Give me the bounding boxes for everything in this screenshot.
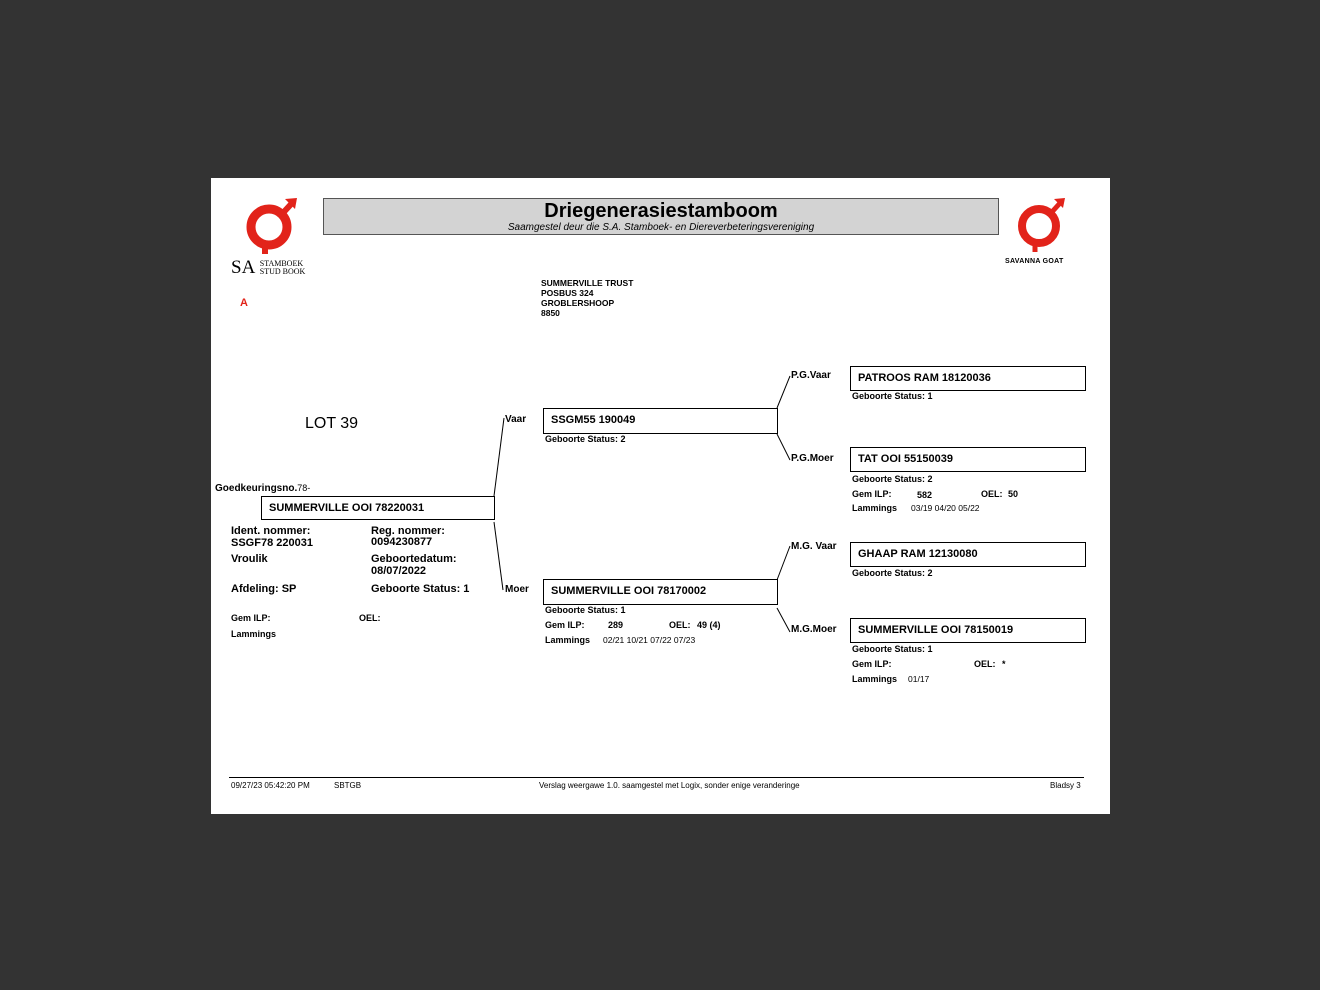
pgm-ilp-label: Gem ILP: <box>852 489 892 499</box>
lot-number: LOT 39 <box>305 415 359 432</box>
page-subtitle: Saamgestel deur die S.A. Stamboek- en Diereverbeteringsvereniging <box>507 222 815 233</box>
mgm-oel-label: OEL: <box>974 659 996 669</box>
owner-address-line1: POSBUS 324 <box>541 288 594 298</box>
sire-name-box: SSGM55 190049 <box>543 408 778 434</box>
footer-code: SBTGB <box>334 781 362 790</box>
reg-label: Reg. nommer: <box>371 525 445 537</box>
animal-lammings-label: Lammings <box>231 629 277 639</box>
dam-ilp-value: 289 <box>608 620 624 630</box>
footer-note: Verslag weergawe 1.0. saamgestel met Logix, sonder enige veranderinge <box>539 781 800 790</box>
animal-birth-status: Geboorte Status: 1 <box>371 583 470 595</box>
sire-birth-status: Geboorte Status: 2 <box>545 434 626 444</box>
logo-studbook-text: STUD BOOK <box>259 267 306 276</box>
dam-oel-label: OEL: <box>669 620 691 630</box>
mgm-name-box: SUMMERVILLE OOI 78150019 <box>850 618 1086 643</box>
goedkeuring-value: 78- <box>297 483 311 493</box>
footer-divider <box>229 777 1084 778</box>
mgm-role-label: M.G.Moer <box>791 624 837 635</box>
grade-label: A <box>240 297 248 309</box>
dob-value: 08/07/2022 <box>371 565 427 577</box>
mgm-ilp-label: Gem ILP: <box>852 659 892 669</box>
mgm-birth-status: Geboorte Status: 1 <box>852 644 933 654</box>
animal-ilp-label: Gem ILP: <box>231 613 271 623</box>
mgm-oel-value: * <box>1002 659 1006 669</box>
pgm-lammings-value: 03/19 04/20 05/22 <box>911 503 980 513</box>
dam-role-label: Moer <box>505 584 529 595</box>
pgm-role-label: P.G.Moer <box>791 453 834 464</box>
dam-oel-value: 49 (4) <box>697 620 721 630</box>
dam-birth-status: Geboorte Status: 1 <box>545 605 626 615</box>
page-title: Driegenerasiestamboom <box>544 200 778 222</box>
logo-savanna-text: SAVANNA GOAT <box>1005 258 1064 265</box>
sire-role-label: Vaar <box>505 414 527 425</box>
ident-value: SSGF78 220031 <box>231 537 313 549</box>
footer-page-number: Bladsy 3 <box>1050 781 1081 790</box>
animal-name-box: SUMMERVILLE OOI 78220031 <box>261 496 495 520</box>
owner-address-line2: GROBLERSHOOP <box>541 298 615 308</box>
ident-label: Ident. nommer: <box>231 525 311 537</box>
reg-value: 0094230877 <box>371 536 433 548</box>
dam-lammings-label: Lammings <box>545 635 591 645</box>
mgv-birth-status: Geboorte Status: 2 <box>852 568 933 578</box>
pgm-lammings-label: Lammings <box>852 503 898 513</box>
pgv-name-box: PATROOS RAM 18120036 <box>850 366 1086 391</box>
mgm-lammings-label: Lammings <box>852 674 898 684</box>
dam-lammings-value: 02/21 10/21 07/22 07/23 <box>603 635 696 645</box>
mgm-lammings-value: 01/17 <box>908 674 930 684</box>
pedigree-document <box>211 178 1110 814</box>
mgv-role-label: M.G. Vaar <box>791 541 837 552</box>
goedkeuring-number <box>215 482 310 495</box>
owner-name: SUMMERVILLE TRUST <box>541 278 634 288</box>
goedkeuring-label: Goedkeuringsno. <box>215 483 298 494</box>
pgm-oel-label: OEL: <box>981 489 1003 499</box>
footer-timestamp: 09/27/23 05:42:20 PM <box>231 781 310 790</box>
afdeling-value: Afdeling: SP <box>231 583 297 595</box>
animal-oel-label: OEL: <box>359 613 381 623</box>
owner-postal-code: 8850 <box>541 308 560 318</box>
pgm-name-box: TAT OOI 55150039 <box>850 447 1086 472</box>
pgv-birth-status: Geboorte Status: 1 <box>852 391 933 401</box>
logo-sa-text: SA <box>231 257 256 278</box>
dob-label: Geboortedatum: <box>371 553 457 565</box>
pgm-birth-status: Geboorte Status: 2 <box>852 474 933 484</box>
pgm-ilp-value: 582 <box>917 490 933 500</box>
mgv-name-box: GHAAP RAM 12130080 <box>850 542 1086 567</box>
dam-name-box: SUMMERVILLE OOI 78170002 <box>543 579 778 605</box>
logo-stamboek-text: STAMBOEK <box>259 259 304 268</box>
pgv-role-label: P.G.Vaar <box>791 370 831 381</box>
sex-value: Vroulik <box>231 553 268 565</box>
dam-ilp-label: Gem ILP: <box>545 620 585 630</box>
pgm-oel-value: 50 <box>1008 489 1019 499</box>
